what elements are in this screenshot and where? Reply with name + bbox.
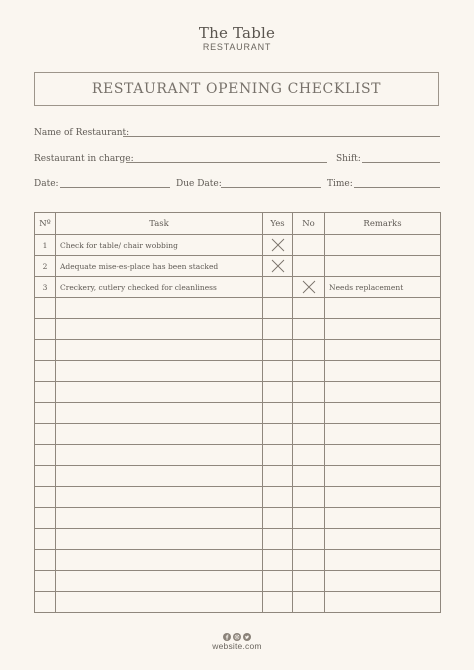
remarks-cell[interactable] [325,319,441,340]
row-number-cell[interactable] [35,340,56,361]
task-cell[interactable] [56,550,263,571]
column-header-no: No [293,213,325,235]
table-row [35,340,441,361]
column-header-number: Nº [35,213,56,235]
task-cell[interactable]: Creckery, cutlery checked for cleanliness [56,277,263,298]
table-row [35,298,441,319]
yes-checkbox[interactable] [263,529,293,550]
due-date-field[interactable] [221,187,321,188]
remarks-cell[interactable] [325,550,441,571]
no-checkbox[interactable] [293,466,325,487]
table-row [35,319,441,340]
column-header-task: Task [56,213,263,235]
remarks-cell[interactable] [325,571,441,592]
remarks-cell[interactable] [325,256,441,277]
task-cell[interactable] [56,592,263,613]
row-number-cell[interactable] [35,466,56,487]
no-checkbox[interactable] [293,508,325,529]
table-row [35,382,441,403]
yes-checkbox[interactable] [263,550,293,571]
remarks-cell[interactable] [325,403,441,424]
task-cell[interactable] [56,529,263,550]
yes-checkbox[interactable] [263,340,293,361]
date-label: Date: [34,179,59,189]
table-row [35,361,441,382]
table-row [35,487,441,508]
table-row [35,508,441,529]
task-cell[interactable] [56,487,263,508]
brand-title: The Table [198,24,276,42]
name-of-restaurant-label: Name of Restaurant: [34,128,130,138]
yes-checkbox[interactable] [263,277,293,298]
no-checkbox[interactable] [293,445,325,466]
task-cell[interactable] [56,424,263,445]
x-mark-icon [267,238,288,252]
no-checkbox[interactable] [293,487,325,508]
shift-field[interactable] [362,162,440,163]
task-cell[interactable] [56,445,263,466]
table-row [35,235,441,256]
no-checkbox[interactable] [293,319,325,340]
yes-checkbox[interactable] [263,424,293,445]
no-checkbox[interactable] [293,256,325,277]
yes-checkbox[interactable] [263,235,293,256]
task-cell[interactable]: Adequate mise-es-place has been stacked [56,256,263,277]
brand-subtitle: RESTAURANT [202,42,272,52]
yes-checkbox[interactable] [263,256,293,277]
no-checkbox[interactable] [293,550,325,571]
remarks-cell[interactable] [325,592,441,613]
table-row [35,592,441,613]
row-number-cell[interactable]: 3 [35,277,56,298]
task-cell[interactable] [56,361,263,382]
row-number-cell[interactable] [35,361,56,382]
row-number-cell[interactable] [35,298,56,319]
row-number-cell[interactable] [35,319,56,340]
task-cell[interactable]: Check for table/ chair wobbing [56,235,263,256]
no-checkbox[interactable] [293,361,325,382]
restaurant-in-charge-label: Restaurant in charge: [34,154,134,164]
x-mark-icon [297,280,320,294]
remarks-cell[interactable] [325,529,441,550]
remarks-cell[interactable] [325,466,441,487]
row-number-cell[interactable] [35,487,56,508]
task-cell[interactable] [56,403,263,424]
table-row [35,256,441,277]
due-date-label: Due Date: [176,179,222,189]
checklist-heading-box [34,72,439,106]
row-number-cell[interactable] [35,445,56,466]
no-checkbox[interactable] [293,382,325,403]
checklist-heading: RESTAURANT OPENING CHECKLIST [91,81,382,97]
table-row [35,424,441,445]
no-checkbox[interactable] [293,571,325,592]
row-number-cell[interactable] [35,571,56,592]
remarks-cell[interactable] [325,298,441,319]
yes-checkbox[interactable] [263,382,293,403]
row-number-cell[interactable] [35,550,56,571]
yes-checkbox[interactable] [263,403,293,424]
task-cell[interactable] [56,382,263,403]
row-number-cell[interactable] [35,592,56,613]
table-row [35,529,441,550]
table-row [35,550,441,571]
task-cell[interactable] [56,508,263,529]
remarks-cell[interactable] [325,508,441,529]
name-of-restaurant-field[interactable] [123,136,440,137]
instagram-icon[interactable] [233,626,241,634]
no-checkbox[interactable] [293,529,325,550]
remarks-cell[interactable] [325,445,441,466]
table-row [35,571,441,592]
yes-checkbox[interactable] [263,445,293,466]
no-checkbox[interactable] [293,403,325,424]
restaurant-in-charge-field[interactable] [126,162,327,163]
table-header-row [35,213,441,235]
yes-checkbox[interactable] [263,319,293,340]
checklist-body [35,235,441,613]
row-number-cell[interactable] [35,529,56,550]
yes-checkbox[interactable] [263,487,293,508]
row-number-cell[interactable] [35,382,56,403]
date-field[interactable] [60,187,170,188]
row-number-cell[interactable] [35,424,56,445]
task-cell[interactable] [56,466,263,487]
yes-checkbox[interactable] [263,508,293,529]
task-cell[interactable] [56,298,263,319]
remarks-cell[interactable] [325,424,441,445]
row-number-cell[interactable] [35,403,56,424]
no-checkbox[interactable] [293,235,325,256]
no-checkbox[interactable] [293,298,325,319]
website-link[interactable]: website.com [212,641,262,651]
remarks-cell[interactable] [325,340,441,361]
remarks-cell[interactable] [325,361,441,382]
yes-checkbox[interactable] [263,361,293,382]
task-cell[interactable] [56,571,263,592]
no-checkbox[interactable] [293,277,325,298]
table-row [35,403,441,424]
twitter-icon[interactable] [243,626,251,634]
yes-checkbox[interactable] [263,571,293,592]
task-cell[interactable] [56,340,263,361]
table-row [35,277,441,298]
remarks-cell[interactable] [325,235,441,256]
social-icons [0,626,474,634]
no-checkbox[interactable] [293,592,325,613]
remarks-cell[interactable]: Needs replacement [325,277,441,298]
yes-checkbox[interactable] [263,298,293,319]
remarks-cell[interactable] [325,487,441,508]
row-number-cell[interactable]: 1 [35,235,56,256]
checklist-table [34,212,441,613]
yes-checkbox[interactable] [263,466,293,487]
no-checkbox[interactable] [293,340,325,361]
time-label: Time: [327,179,353,189]
table-row [35,466,441,487]
row-number-cell[interactable] [35,508,56,529]
no-checkbox[interactable] [293,424,325,445]
column-header-yes: Yes [263,213,293,235]
shift-label: Shift: [336,154,361,164]
column-header-remarks: Remarks [325,213,441,235]
table-row [35,445,441,466]
task-cell[interactable] [56,319,263,340]
row-number-cell[interactable]: 2 [35,256,56,277]
x-mark-icon [267,259,288,273]
yes-checkbox[interactable] [263,592,293,613]
time-field[interactable] [354,187,440,188]
facebook-icon[interactable] [223,626,231,634]
remarks-cell[interactable] [325,382,441,403]
